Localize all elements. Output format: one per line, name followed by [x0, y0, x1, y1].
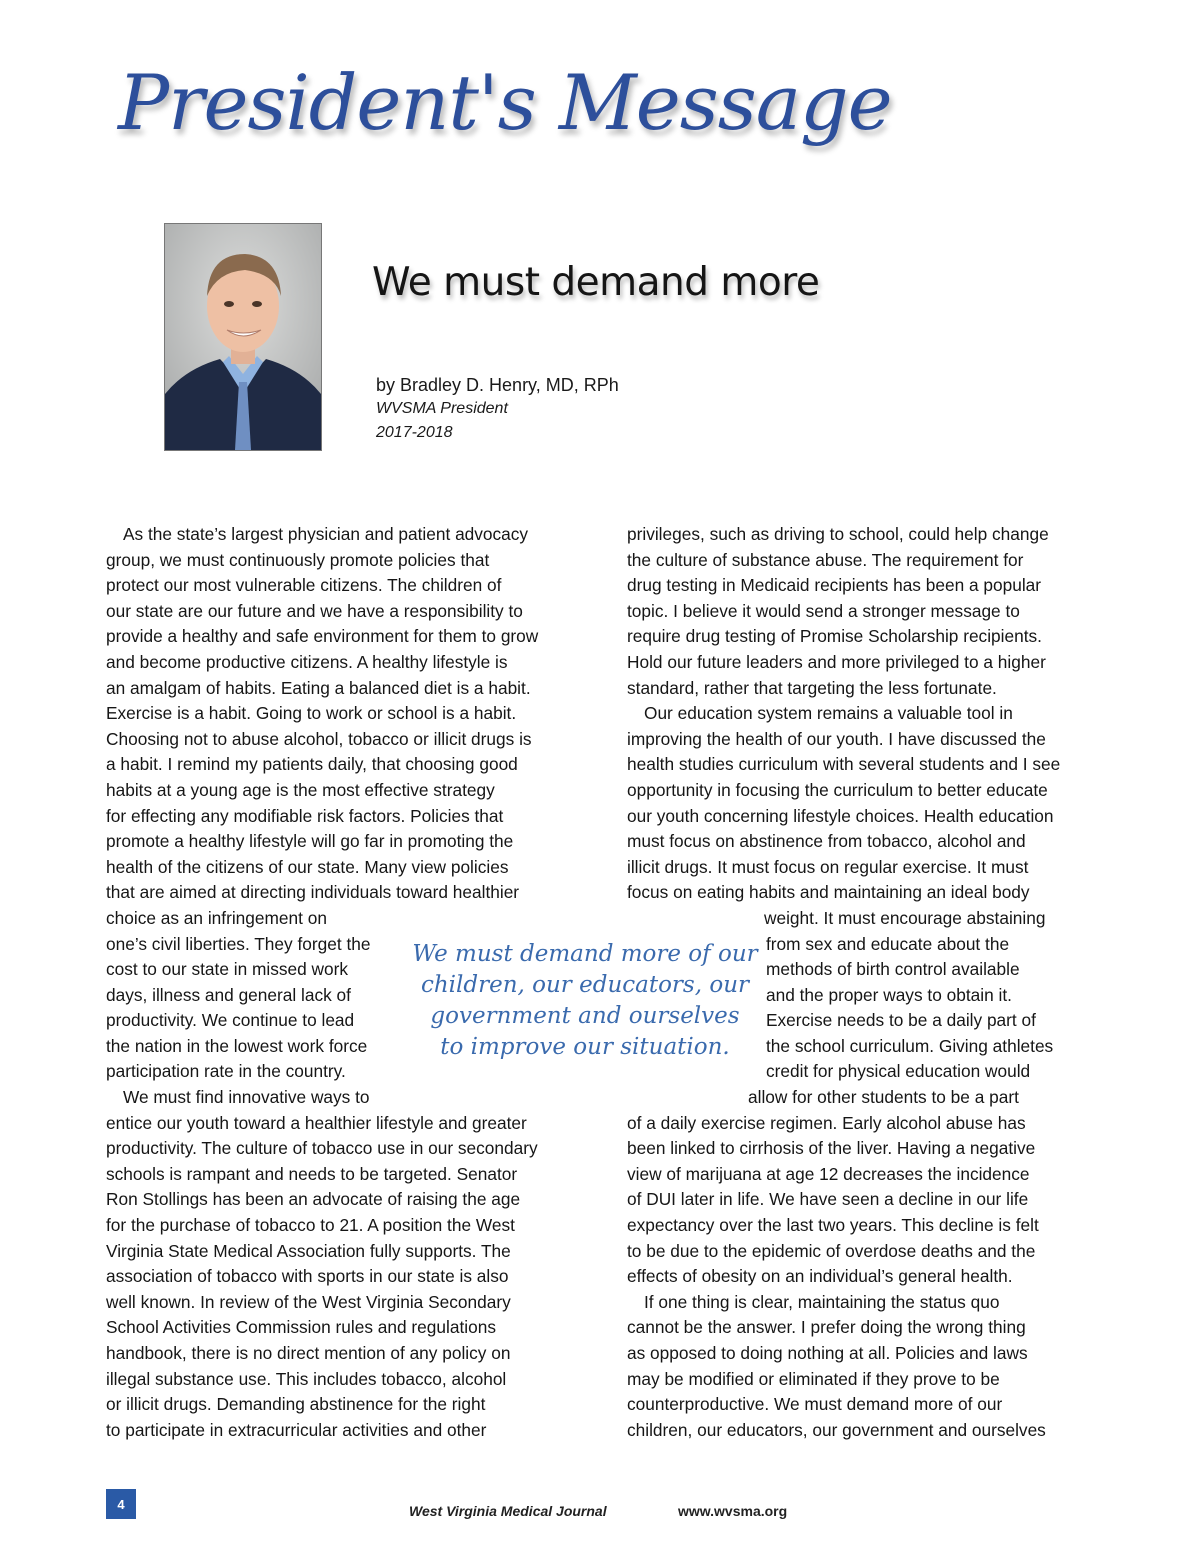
article-line: an amalgam of habits. Eating a balanced diet is a habit. — [106, 677, 531, 698]
author-byline: by Bradley D. Henry, MD, RPh — [376, 375, 619, 395]
byline-block — [376, 373, 619, 445]
article-line: handbook, there is no direct mention of any policy on — [106, 1343, 511, 1363]
article-line: as opposed to doing nothing at all. Policies and laws — [627, 1343, 1028, 1363]
article-line: standard, rather that targeting the less fortunate. — [627, 677, 997, 698]
article-line: improving the health of our youth. I have discussed the — [627, 728, 1046, 749]
article-line: drug testing in Medicaid recipients has been a popular — [627, 575, 1042, 596]
article-line: effects of obesity on an individual’s general health. — [627, 1266, 1013, 1287]
article-line: credit for physical education would — [766, 1061, 1031, 1082]
article-line: productivity. The culture of tobacco use in our secondary — [106, 1138, 538, 1159]
article-line: of a daily exercise regimen. Early alcohol abuse has — [627, 1112, 1026, 1133]
article-line: cost to our state in missed work — [106, 959, 349, 980]
article-line: provide a healthy and safe environment for them to grow — [106, 626, 539, 647]
author-portrait — [164, 223, 322, 451]
author-term: 2017-2018 — [376, 424, 453, 441]
article-line: protect our most vulnerable citizens. The children of — [106, 575, 502, 596]
article-line: association of tobacco with sports in our state is also — [106, 1266, 509, 1287]
article-line: focus on eating habits and maintaining an ideal body — [627, 882, 1030, 903]
article-line: require drug testing of Promise Scholarship recipients. — [627, 626, 1042, 647]
author-role: WVSMA President — [376, 400, 508, 417]
article-line: Choosing not to abuse alcohol, tobacco or illicit drugs is — [106, 728, 532, 749]
article-line: choice as an infringement on — [106, 907, 327, 928]
article-line: to participate in extracurricular activities and other — [106, 1419, 487, 1440]
article-line: opportunity in focusing the curriculum to better educate — [627, 779, 1048, 800]
article-line: illicit drugs. It must focus on regular exercise. It must — [627, 856, 1029, 877]
footer-url: www.wvsma.org — [678, 1503, 788, 1519]
article-line: well known. In review of the West Virginia Secondary — [106, 1291, 511, 1312]
article-line: for effecting any modifiable risk factors. Policies that — [106, 805, 504, 826]
article-line: our youth concerning lifestyle choices. Health education — [627, 805, 1054, 826]
article-line: Our education system remains a valuable tool in — [644, 703, 1013, 724]
article-line: for the purchase of tobacco to 21. A position the West — [106, 1215, 515, 1236]
article-line: promote a healthy lifestyle will go far in promoting the — [106, 831, 514, 852]
page-number: 4 — [106, 1489, 136, 1519]
article-line: group, we must continuously promote policies that — [106, 549, 490, 570]
article-line: of DUI later in life. We have seen a decline in our life — [627, 1189, 1029, 1210]
article-line: cannot be the answer. I prefer doing the wrong thing — [627, 1317, 1026, 1338]
article-line: participation rate in the country. — [106, 1061, 346, 1082]
article-line: may be modified or eliminated if they prove to be — [627, 1368, 1000, 1389]
article-line: been linked to cirrhosis of the liver. Having a negative — [627, 1138, 1036, 1159]
article-line: to be due to the epidemic of overdose deaths and the — [627, 1240, 1036, 1261]
pull-quote-line: We must demand more of our — [412, 941, 758, 967]
pull-quote-line: children, our educators, our — [420, 972, 750, 998]
article-line: Ron Stollings has been an advocate of raising the age — [106, 1189, 521, 1210]
article-line: view of marijuana at age 12 decreases the incidence — [627, 1163, 1030, 1184]
article-line: one’s civil liberties. They forget the — [106, 933, 371, 954]
article-line: habits at a young age is the most effective strategy — [106, 779, 495, 800]
article-line: productivity. We continue to lead — [106, 1010, 355, 1031]
article-line: Hold our future leaders and more privileged to a higher — [627, 651, 1046, 672]
article-line: a habit. I remind my patients daily, that choosing good — [106, 754, 518, 775]
footer-journal-name: West Virginia Medical Journal — [409, 1503, 607, 1519]
article-line: Exercise is a habit. Going to work or school is a habit. — [106, 703, 517, 724]
article-line: methods of birth control available — [766, 959, 1020, 980]
article-line: counterproductive. We must demand more of our — [627, 1394, 1003, 1415]
article-line: weight. It must encourage abstaining — [764, 907, 1046, 928]
article-line: and the proper ways to obtain it. — [766, 984, 1012, 1005]
article-line: the culture of substance abuse. The requirement for — [627, 549, 1024, 570]
article-line: allow for other students to be a part — [748, 1087, 1019, 1108]
article-line: topic. I believe it would send a stronger message to — [627, 600, 1020, 621]
article-line: must focus on abstinence from tobacco, alcohol and — [627, 831, 1026, 852]
article-line: Virginia State Medical Association fully supports. The — [106, 1240, 511, 1261]
article-line: privileges, such as driving to school, could help change — [627, 524, 1049, 544]
article-line: from sex and educate about the — [766, 933, 1010, 954]
pull-quote — [400, 939, 770, 1063]
article-line: days, illness and general lack of — [106, 984, 351, 1005]
article-line: health of the citizens of our state. Many view policies — [106, 856, 509, 877]
article-line: that are aimed at directing individuals toward healthier — [106, 882, 520, 903]
article-line: entice our youth toward a healthier lifestyle and greater — [106, 1112, 527, 1133]
article-line: illegal substance use. This includes tobacco, alcohol — [106, 1368, 507, 1389]
article-line: health studies curriculum with several students and I see — [627, 754, 1061, 775]
article-line: or illicit drugs. Demanding abstinence for the right — [106, 1394, 486, 1415]
article-line: expectancy over the last two years. This decline is felt — [627, 1215, 1039, 1236]
article-line: schools is rampant and needs to be targeted. Senator — [106, 1163, 518, 1184]
pull-quote-line: to improve our situation. — [440, 1034, 730, 1060]
article-line: and become productive citizens. A healthy lifestyle is — [106, 651, 508, 672]
article-line: the school curriculum. Giving athletes — [766, 1035, 1054, 1056]
article-line: If one thing is clear, maintaining the status quo — [644, 1291, 1000, 1312]
article-line: our state are our future and we have a responsibility to — [106, 600, 523, 621]
article-line: the nation in the lowest work force — [106, 1035, 368, 1056]
article-line: Exercise needs to be a daily part of — [766, 1010, 1036, 1031]
article-line: We must find innovative ways to — [123, 1087, 370, 1108]
article-line: School Activities Commission rules and regulations — [106, 1317, 496, 1338]
article-title: We must demand more — [372, 260, 820, 305]
pull-quote-line: government and ourselves — [430, 1003, 740, 1029]
article-line: As the state’s largest physician and patient advocacy — [123, 524, 529, 544]
section-title: President's Message — [118, 58, 892, 147]
article-line: children, our educators, our government and ourselves — [627, 1419, 1046, 1440]
